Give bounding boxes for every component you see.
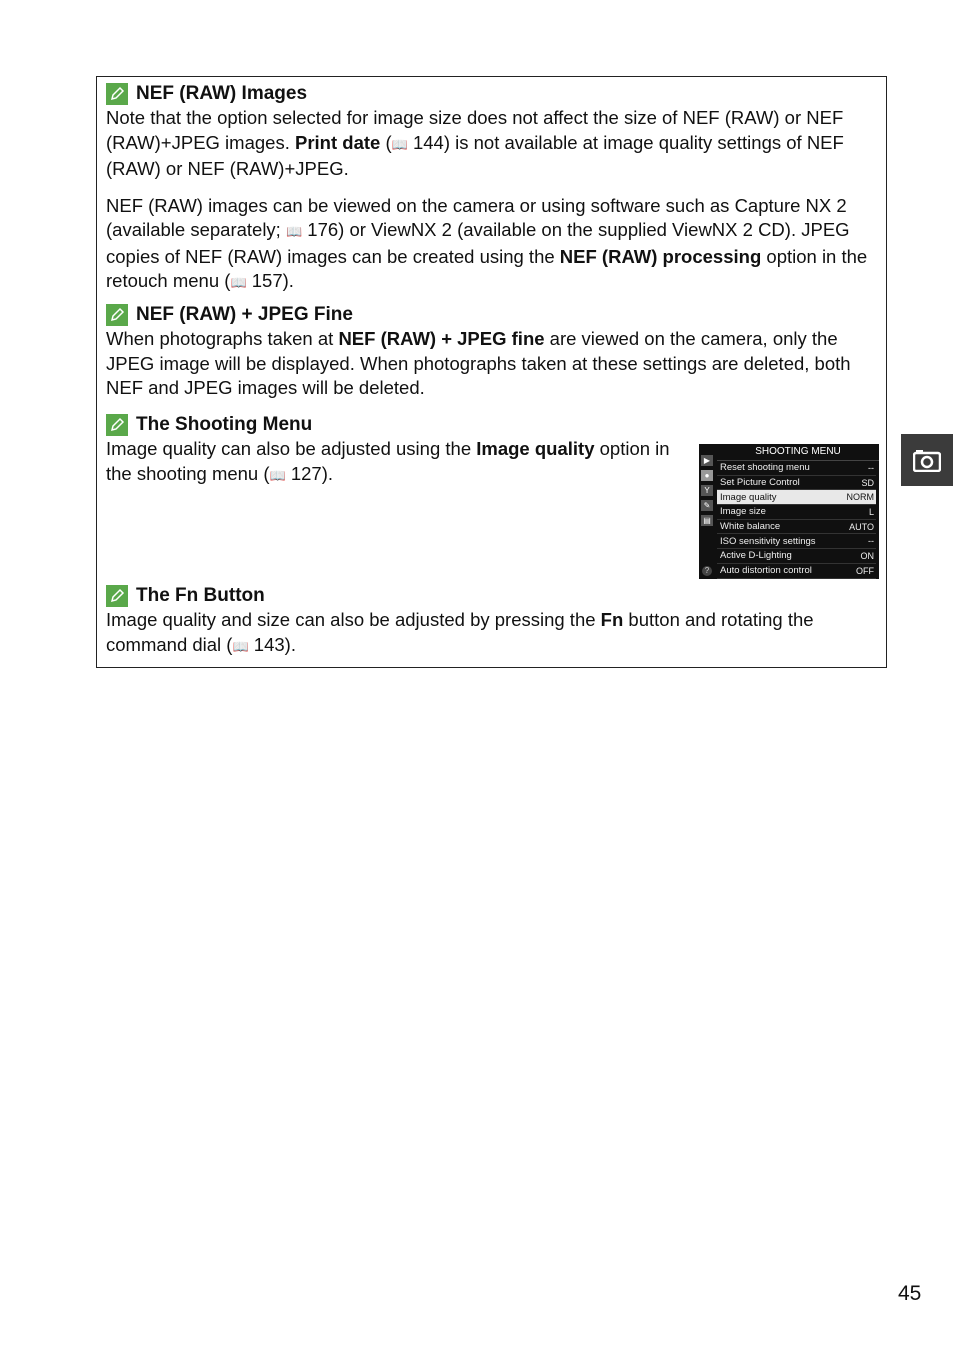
- menu-title: SHOOTING MENU: [717, 444, 879, 461]
- recent-icon: ▤: [701, 515, 713, 526]
- wrench-icon: Y: [701, 485, 713, 496]
- menu-item: ISO sensitivity settings --: [717, 534, 876, 549]
- note-heading: The Fn Button: [106, 584, 876, 608]
- note-shooting-menu: [106, 413, 681, 488]
- book-icon: 📖: [285, 224, 303, 239]
- note-nef-raw-images: [106, 82, 876, 296]
- paragraph: Note that the option selected for image size does not affect the size of NEF (RAW) or NEF (RAW)+JPEG images. Print date (📖 144) is not available at image quality settings of NEF (RAW) or NEF (RAW)+JPEG.: [106, 107, 844, 179]
- page-number: 45: [898, 1282, 922, 1305]
- pencil-icon: [106, 83, 128, 105]
- book-icon: 📖: [230, 275, 247, 290]
- book-icon: 📖: [269, 467, 286, 483]
- notes-box: [96, 76, 887, 668]
- note-heading: The Shooting Menu: [106, 413, 681, 437]
- help-icon: ?: [702, 566, 712, 576]
- camera-icon: ●: [701, 470, 713, 481]
- menu-item-selected: Image quality NORM: [717, 490, 876, 505]
- book-icon: 📖: [232, 638, 249, 654]
- pencil-icon: [106, 414, 128, 436]
- paragraph: Image quality can also be adjusted using the Image quality option in the shooting menu (📖 127).: [106, 437, 681, 488]
- menu-item: Set Picture Control SD: [717, 476, 876, 491]
- playback-icon: ▶: [701, 455, 713, 466]
- chapter-tab: [901, 434, 953, 486]
- paragraph: Image quality and size can also be adjusted by pressing the Fn button and rotating the command dial (📖 143).: [106, 608, 876, 659]
- book-icon: 📖: [391, 136, 408, 152]
- paragraph: When photographs taken at NEF (RAW) + JPEG fine are viewed on the camera, only the JPEG image will be displayed. When photographs taken at these settings are deleted, both NEF and JPEG images will be deleted.: [106, 328, 851, 398]
- menu-side-tabs: [699, 452, 715, 579]
- retouch-icon: ✎: [701, 500, 713, 511]
- note-nef-raw-jpeg-fine: [106, 303, 876, 401]
- note-fn-button: [106, 584, 876, 659]
- menu-item: Image size L: [717, 505, 876, 520]
- menu-rows: [717, 461, 876, 579]
- menu-item: Active D-Lighting ON: [717, 549, 876, 564]
- note-heading: NEF (RAW) Images: [106, 82, 876, 106]
- pencil-icon: [106, 585, 128, 607]
- pencil-icon: [106, 304, 128, 326]
- paragraph: NEF (RAW) images can be viewed on the camera or using software such as Capture NX 2 (available separately; 📖 176) or ViewNX 2 (available on the supplied ViewNX 2 CD). JPEG copies of NEF (RAW) images can be created using the NEF (RAW) processing option in the retouch menu (📖 157).: [106, 194, 876, 296]
- shooting-menu-screenshot: [699, 444, 879, 579]
- menu-item: Auto distortion control OFF: [717, 564, 876, 579]
- note-heading: NEF (RAW) + JPEG Fine: [106, 303, 876, 327]
- menu-item: Reset shooting menu --: [717, 461, 876, 476]
- camera-icon: [913, 448, 941, 472]
- menu-item: White balance AUTO: [717, 520, 876, 535]
